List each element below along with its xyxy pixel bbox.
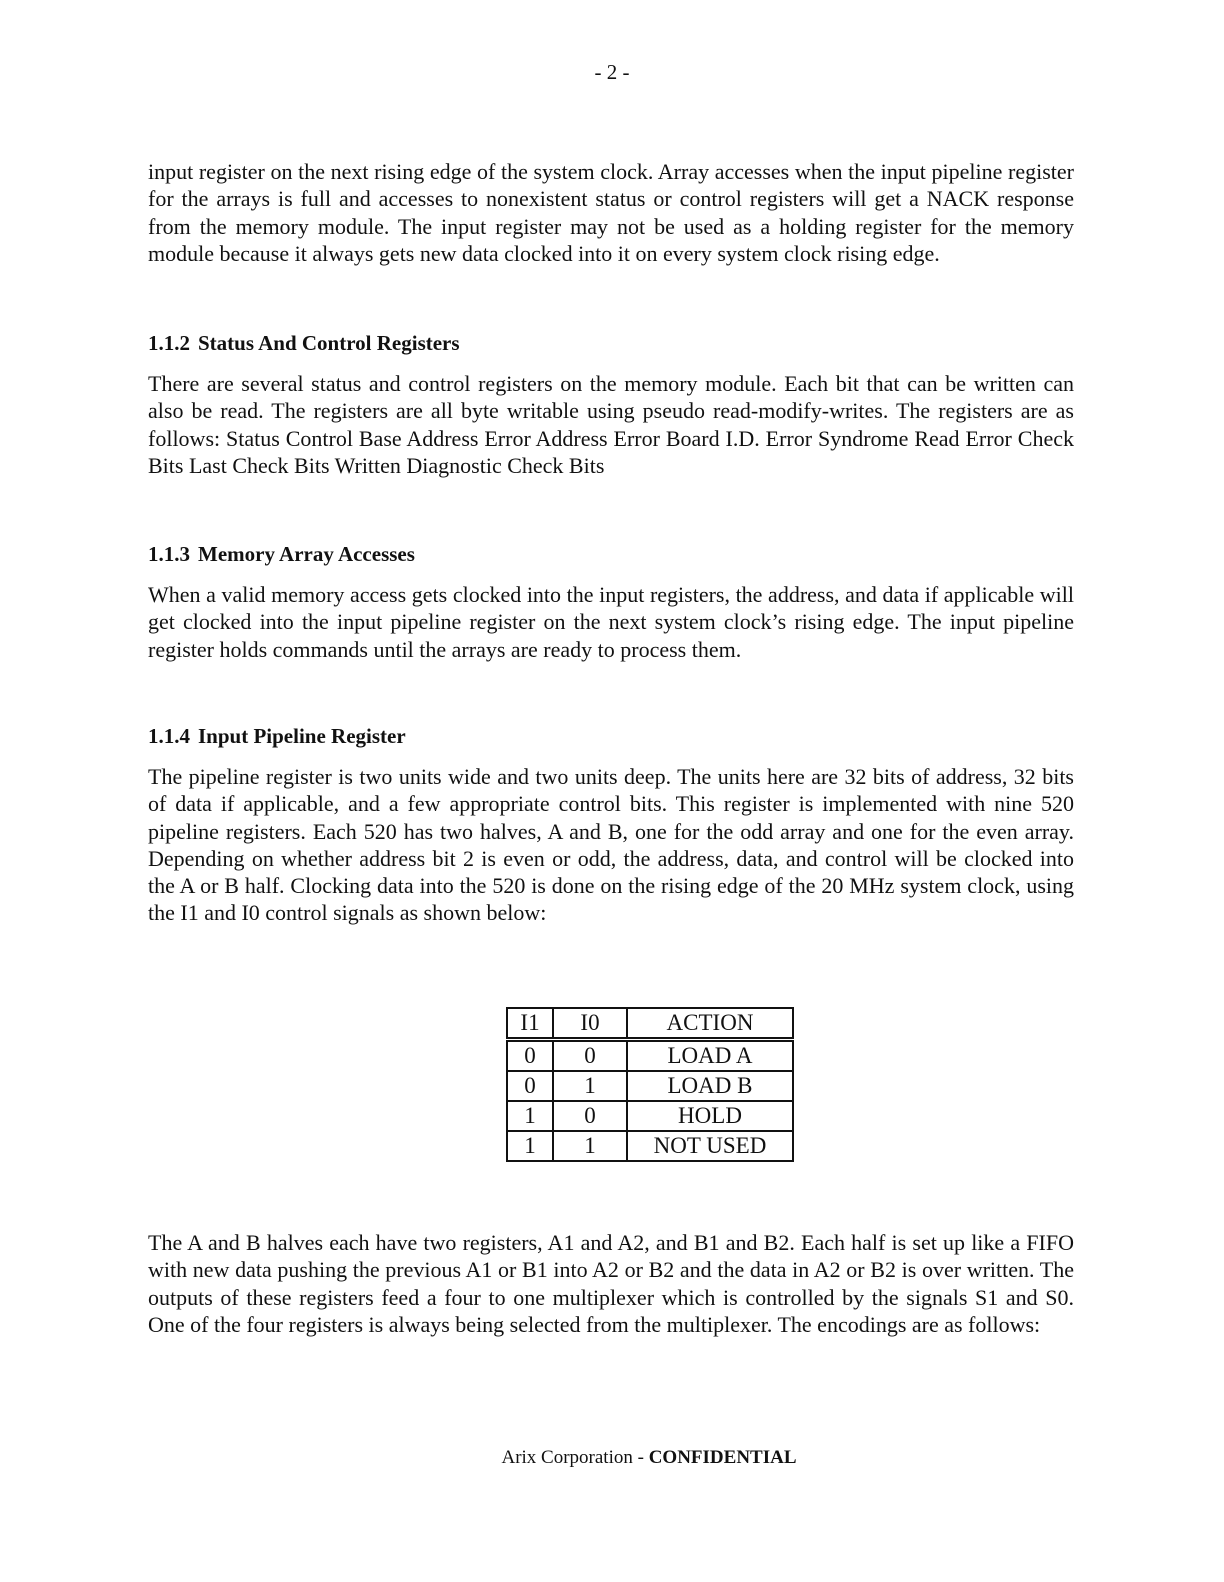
section-title: Status And Control Registers [198,331,460,355]
footer-confidential: CONFIDENTIAL [648,1447,797,1468]
table-row [507,1071,793,1101]
footer-separator: - [632,1447,649,1468]
cell-i0: 1 [553,1071,627,1101]
section-body: There are several status and control registers on the memory module. Each bit that can be written can also be read. The registers are all byte writable using pseudo read-modify-writes. The registers are as follows: Status Control Base Address Error Address Error Board I.D. Error Syndrome Read Error Check Bits Last Check Bits Written Diagnostic Check Bits [148,371,1074,478]
cell-i1: 0 [507,1071,553,1101]
table-row [507,1101,793,1131]
header-i0: I0 [553,1008,627,1040]
footer-company: Arix Corporation [501,1447,633,1468]
section-body: The pipeline register is two units wide and two units deep. The units here are 32 bits of address, 32 bits of data if applicable, and a few appropriate control bits. This register is implemented with nine 520 pipeline registers. Each 520 has two halves, A and B, one for the odd array and one for the even array. Depending on whether address bit 2 is even or odd, the address, data, and control will be clocked into the A or B half. Clocking data into the 520 is done on the rising edge of the 20 MHz system clock, using the I1 and I0 control signals as shown below: [148,764,1074,926]
closing-block [148,1229,1074,1338]
section-1-1-4 [148,723,1074,927]
header-action: ACTION [627,1008,793,1040]
footer [0,1447,1224,1469]
section-number: 1.1.3 [148,542,190,566]
cell-i0: 0 [553,1040,627,1072]
header-i1: I1 [507,1008,553,1040]
section-heading [148,723,1074,750]
section-title: Memory Array Accesses [198,542,415,566]
table-row [507,1131,793,1161]
cell-i0: 0 [553,1101,627,1131]
cell-action: HOLD [627,1101,793,1131]
section-body: When a valid memory access gets clocked into the input registers, the address, and data if applicable will get clocked into the input pipeline register on the next system clock’s rising edge. The input pipeline register holds commands until the arrays are ready to process them. [148,582,1074,662]
intro-block [148,158,1074,267]
page-number: - 2 - [594,60,630,84]
cell-i1: 1 [507,1131,553,1161]
cell-action: LOAD B [627,1071,793,1101]
closing-paragraph: The A and B halves each have two registers, A1 and A2, and B1 and B2. Each half is set up like a FIFO with new data pushing the previous A1 or B1 into A2 or B2 and the data in A2 or B2 is over written. The outputs of these registers feed a four to one multiplexer which is controlled by the signals S1 and S0. One of the four registers is always being selected from the multiplexer. The encodings are as follows: [148,1230,1074,1337]
cell-action: LOAD A [627,1040,793,1072]
section-1-1-2 [148,330,1074,479]
cell-i1: 1 [507,1101,553,1131]
section-heading [148,541,1074,568]
section-title: Input Pipeline Register [198,724,406,748]
cell-i1: 0 [507,1040,553,1072]
section-heading [148,330,1074,357]
table-row [507,1040,793,1072]
section-number: 1.1.2 [148,331,190,355]
section-1-1-3 [148,541,1074,663]
control-signal-table [506,1007,794,1162]
section-number: 1.1.4 [148,724,190,748]
intro-paragraph: input register on the next rising edge of the system clock. Array accesses when the input pipeline register for the arrays is full and accesses to nonexistent status or control registers will get a NACK response from the memory module. The input register may not be used as a holding register for the memory module because it always gets new data clocked into it on every system clock rising edge. [148,159,1074,266]
table-header-row [507,1008,793,1040]
cell-action: NOT USED [627,1131,793,1161]
cell-i0: 1 [553,1131,627,1161]
